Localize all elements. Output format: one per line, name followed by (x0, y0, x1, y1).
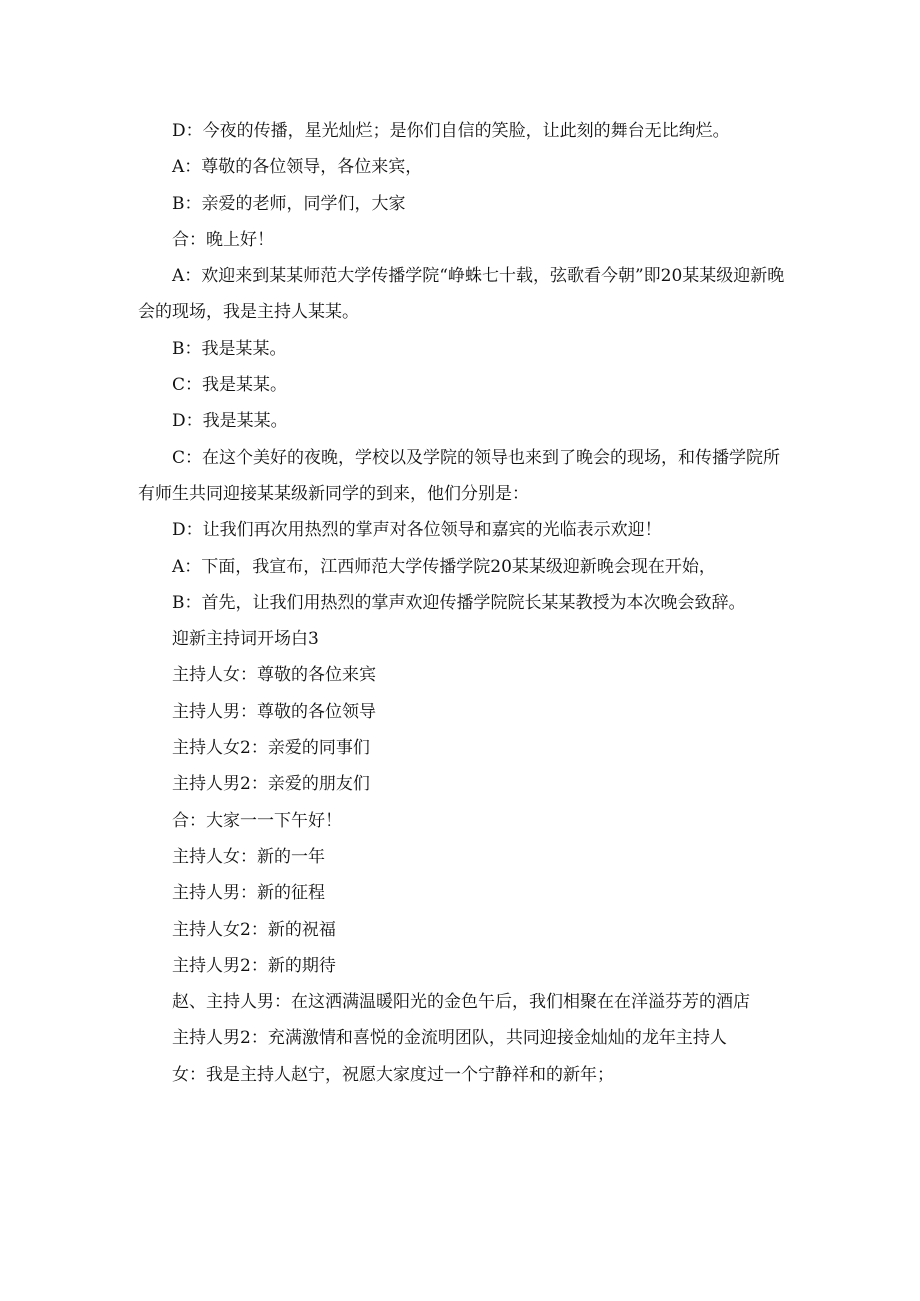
section-heading: 迎新主持词开场白3 (172, 629, 319, 650)
paragraph: 主持人男2：亲爱的朋友们 (172, 774, 370, 795)
paragraph: 主持人男：新的征程 (172, 883, 325, 904)
paragraph: 主持人女：新的一年 (172, 846, 325, 867)
paragraph: D：我是某某。 (172, 411, 288, 432)
paragraph: 合：大家一一下午好！ (172, 810, 342, 831)
paragraph: B：首先，让我们用热烈的掌声欢迎传播学院院长某某教授为本次晚会致辞。 (172, 592, 746, 613)
paragraph: A：欢迎来到某某师范大学传播学院“峥蛛七十载，弦歌看今朝”即20某某级迎新晚会的现场，我是主持人某某。 (138, 266, 785, 323)
paragraph: D：今夜的传播，星光灿烂；是你们自信的笑脸，让此刻的舞台无比绚烂。 (172, 121, 730, 141)
paragraph: 主持人男2：充满激情和喜悦的金流明团队，共同迎接金灿灿的龙年主持人 (172, 1028, 727, 1049)
paragraph: B：亲爱的老师，同学们，大家 (172, 193, 406, 214)
paragraph: 主持人女：尊敬的各位来宾 (172, 665, 376, 686)
paragraph: 主持人女2：新的祝福 (172, 919, 336, 940)
paragraph: 主持人男2：新的期待 (172, 955, 336, 976)
paragraph: A：尊敬的各位领导，各位来宾， (172, 157, 423, 178)
paragraph: D：让我们再次用热烈的掌声对各位领导和嘉宾的光临表示欢迎！ (172, 520, 662, 541)
paragraph: C：在这个美好的夜晚，学校以及学院的领导也来到了晚会的现场，和传播学院所有师生共同迎接某某级新同学的到来，他们分别是： (138, 447, 781, 504)
paragraph: 主持人男：尊敬的各位领导 (172, 701, 376, 722)
paragraph: 赵、主持人男：在这洒满温暖阳光的金色午后，我们相聚在在洋溢芬芳的酒店 (172, 992, 750, 1013)
paragraph: C：我是某某。 (172, 375, 288, 396)
paragraph: 主持人女2：亲爱的同事们 (172, 738, 370, 759)
paragraph: 女：我是主持人赵宁，祝愿大家度过一个宁静祥和的新年； (172, 1064, 614, 1085)
paragraph: B：我是某某。 (172, 338, 287, 359)
document-body (138, 113, 788, 1093)
paragraph: A：下面，我宣布，江西师范大学传播学院20某某级迎新晚会现在开始， (172, 556, 716, 577)
paragraph: 合：晚上好！ (172, 229, 274, 250)
